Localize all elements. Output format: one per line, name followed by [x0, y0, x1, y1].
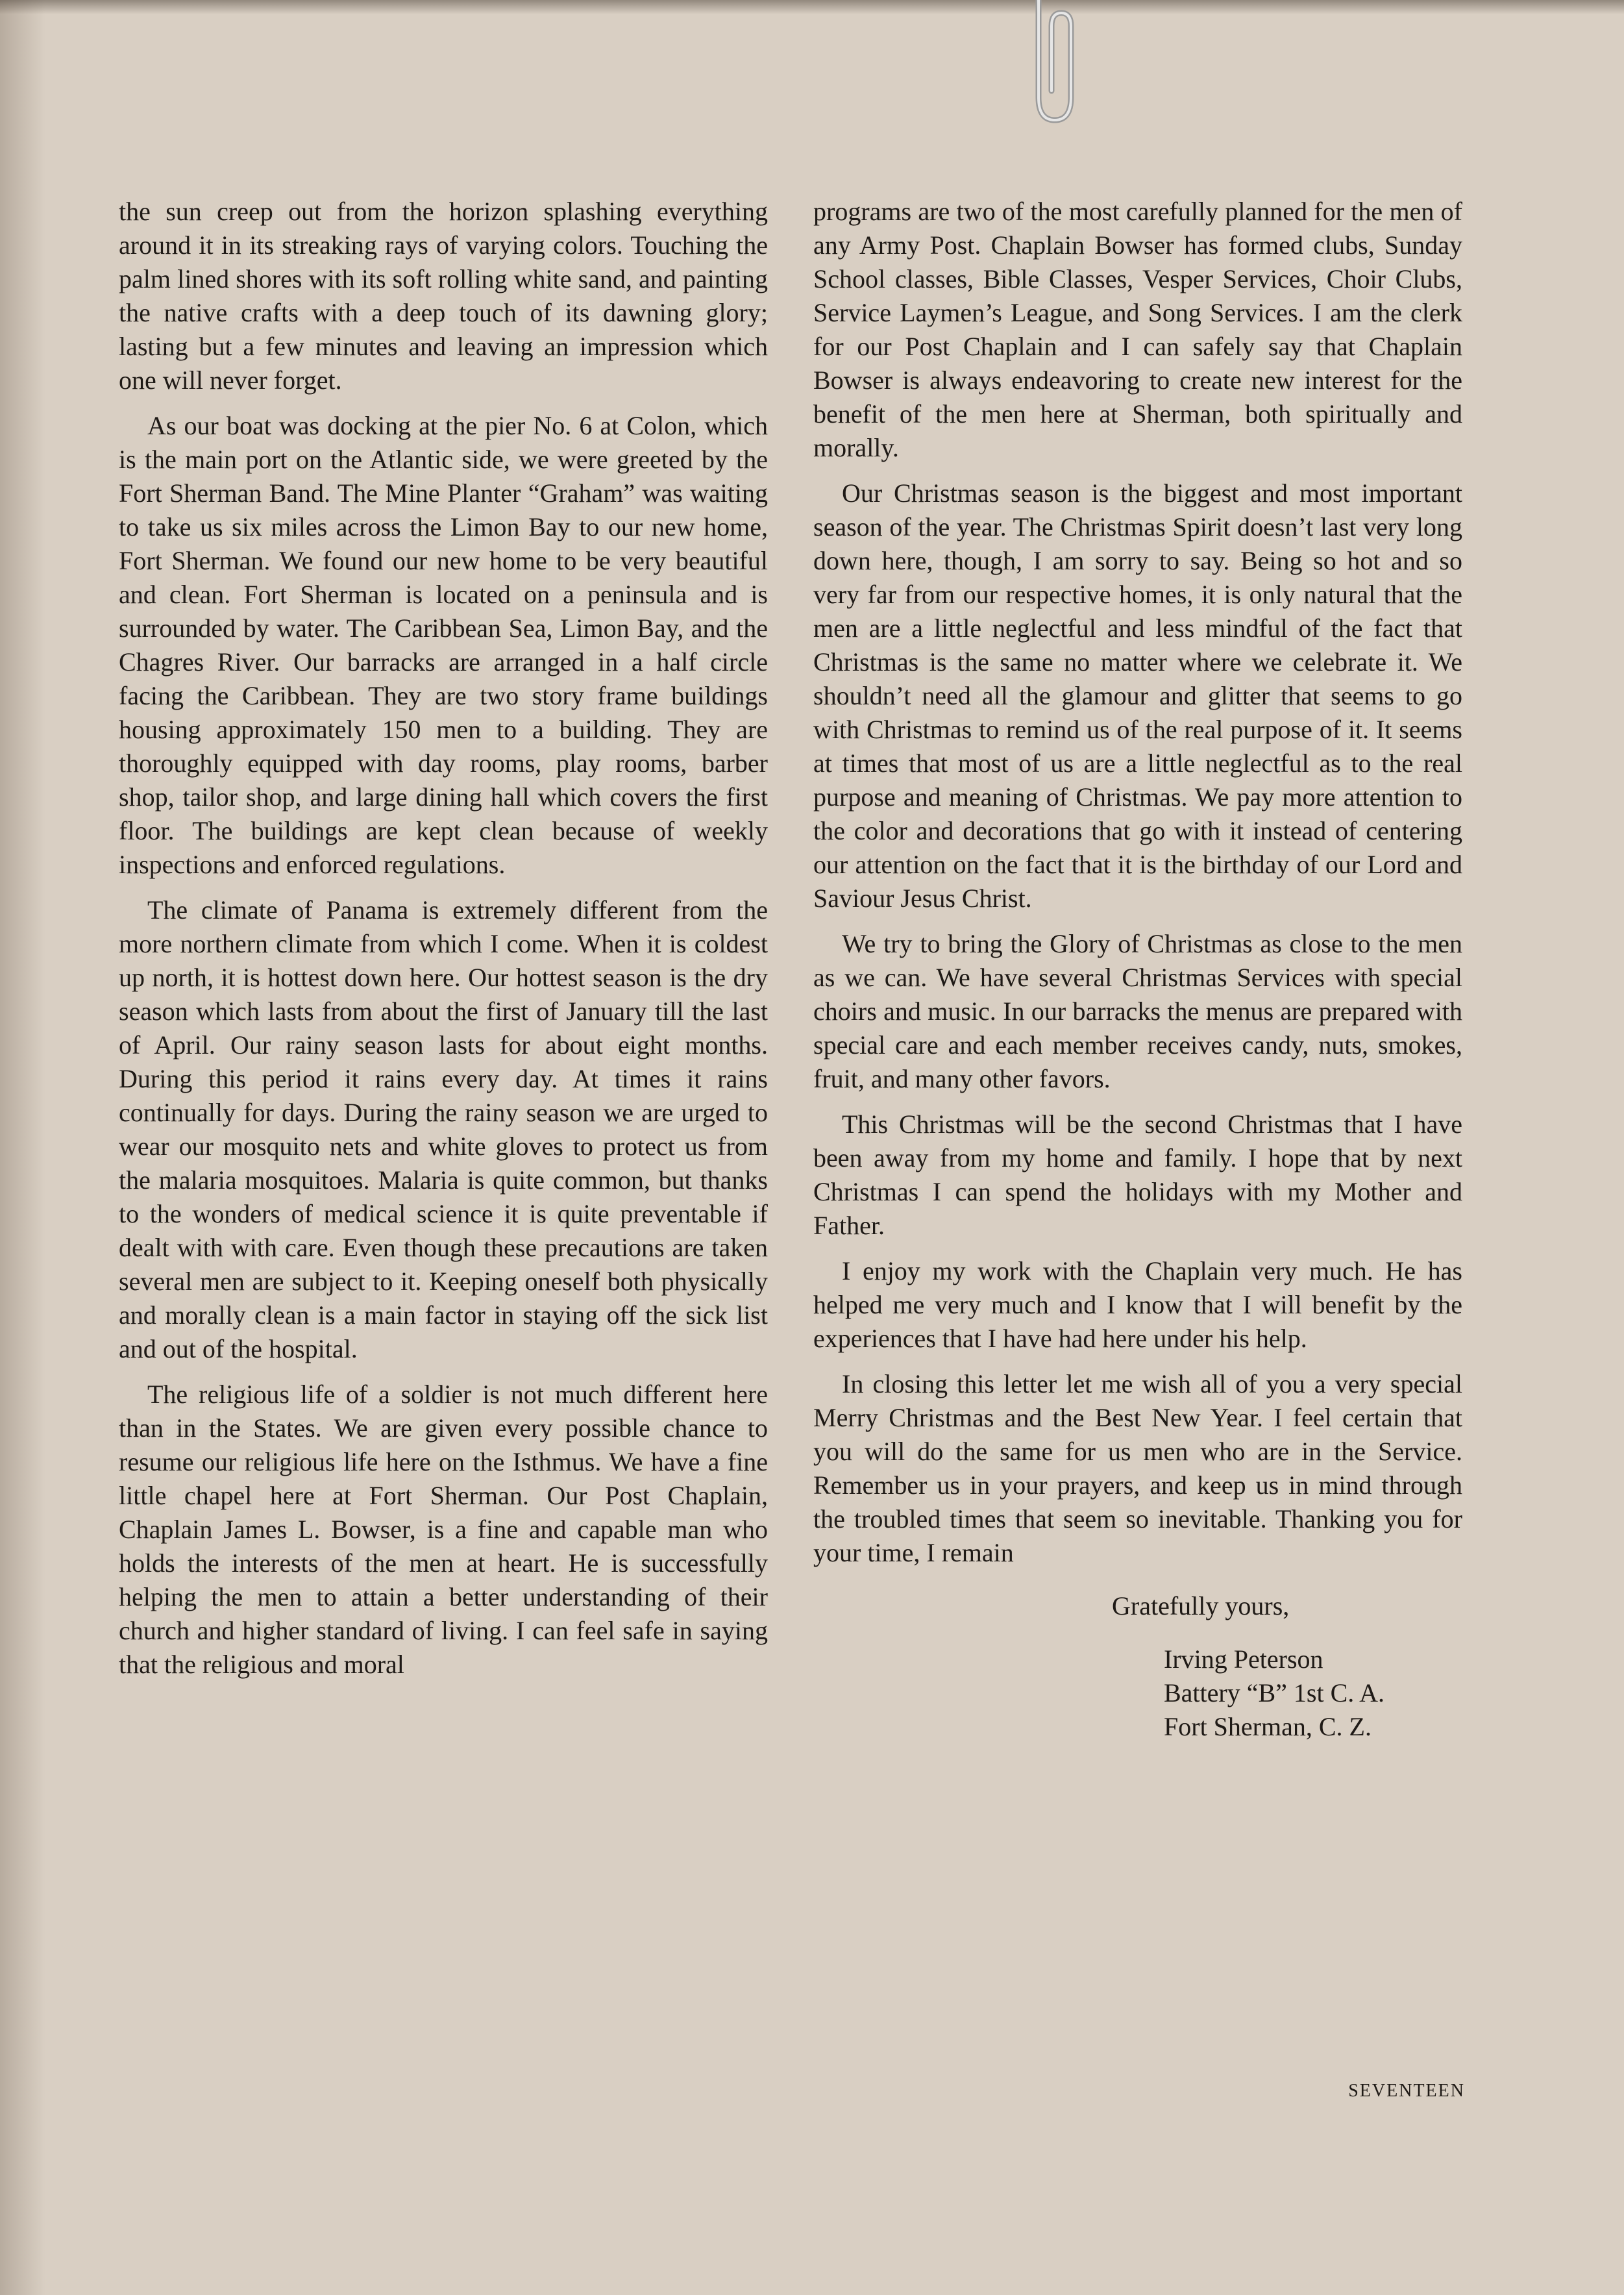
- paragraph: In closing this letter let me wish all of you a very special Merry Christmas and the Best New Year. I feel certain that you will do the same for us men who are in the Service. Remember us in your prayers, and keep us in mind through the troubled times that seem so inevitable. Thanking you for your time, I remain: [813, 1369, 1462, 1567]
- paragraph: We try to bring the Glory of Christmas as close to the men as we can. We have several Christmas Services with special choirs and music. In our barracks the menus are prepared with special care and each member receives candy, nuts, smokes, fruit, and many other favors.: [813, 929, 1462, 1093]
- right-column: [813, 195, 1462, 1744]
- closing-salutation: Gratefully yours,: [1112, 1591, 1290, 1620]
- page-edge-shadow: [0, 0, 45, 2295]
- page-number: SEVENTEEN: [1348, 2081, 1465, 2101]
- paragraph: The climate of Panama is extremely different from the more northern climate from which I come. When it is coldest up north, it is hottest down here. Our hottest season is the dry season which lasts from about the first of January till the last of April. Our rainy season lasts for about eight months. During this period it rains every day. At times it rains continually for days. During the rainy season we are urged to wear our mosquito nets and white gloves to protect us from the malaria mosquitoes. Malaria is quite common, but thanks to the wonders of medical science it is quite preventable if dealt with with care. Even though these precautions are taken several men are subject to it. Keeping oneself both physically and morally clean is a main factor in staying off the sick list and out of the hospital.: [119, 895, 768, 1363]
- paragraph: I enjoy my work with the Chaplain very much. He has helped me very much and I know that I will benefit by the experiences that I have had here under his help.: [813, 1256, 1462, 1353]
- signature-location: Fort Sherman, C. Z.: [1164, 1712, 1372, 1741]
- paragraph: the sun creep out from the horizon splashing everything around it in its streaking rays of varying colors. Touching the palm lined shores with its soft rolling white sand, and painting the native crafts with a deep touch of its dawning glory; lasting but a few minutes and leaving an impression which one will never forget.: [119, 197, 768, 395]
- paragraph: Our Christmas season is the biggest and most important season of the year. The Christmas Spirit doesn’t last very long down here, though, I am sorry to say. Being so hot and so very far from our respective homes, it is only natural that the men are a little neglectful and less mindful of the fact that Christmas is the same no matter where we celebrate it. We shouldn’t need all the glamour and glitter that seems to go with Christmas to remind us of the real purpose of it. It seems at times that most of us are a little neglectful as to the real purpose and meaning of Christmas. We pay more attention to the color and decorations that go with it instead of centering our attention on the fact that it is the birthday of our Lord and Saviour Jesus Christ.: [813, 478, 1462, 913]
- letter-closing: [813, 1589, 1462, 1744]
- signature-unit: Battery “B” 1st C. A.: [1164, 1678, 1384, 1707]
- paper-clip-icon: [1026, 0, 1084, 130]
- left-column: [119, 195, 768, 1693]
- page-top-shadow: [0, 0, 1624, 14]
- paragraph: The religious life of a soldier is not much different here than in the States. We are given every possible chance to resume our religious life here on the Isthmus. We have a fine little chapel here at Fort Sherman. Our Post Chaplain, Chaplain James L. Bowser, is a fine and capable man who holds the interests of the men at heart. He is successfully helping the men to attain a better understanding of their church and higher standard of living. I can feel safe in saying that the religious and moral: [119, 1380, 768, 1679]
- paragraph: This Christmas will be the second Christmas that I have been away from my home and family. I hope that by next Christmas I can spend the holidays with my Mother and Father.: [813, 1110, 1462, 1240]
- paragraph: As our boat was docking at the pier No. 6 at Colon, which is the main port on the Atlantic side, we were greeted by the Fort Sherman Band. The Mine Planter “Graham” was waiting to take us six miles across the Limon Bay to our new home, Fort Sherman. We found our new home to be very beautiful and clean. Fort Sherman is located on a peninsula and is surrounded by water. The Caribbean Sea, Limon Bay, and the Chagres River. Our barracks are arranged in a half circle facing the Caribbean. They are two story frame buildings housing approximately 150 men to a building. They are thoroughly equipped with day rooms, play rooms, barber shop, tailor shop, and large dining hall which covers the first floor. The buildings are kept clean because of weekly inspections and enforced regulations.: [119, 411, 768, 879]
- paragraph: programs are two of the most carefully planned for the men of any Army Post. Chaplain Bowser has formed clubs, Sunday School classes, Bible Classes, Vesper Services, Choir Clubs, Service Laymen’s League, and Song Services. I am the clerk for our Post Chaplain and I can safely say that Chaplain Bowser is always endeavoring to create new interest for the benefit of the men here at Sherman, both spiritually and morally.: [813, 197, 1462, 462]
- signature-name: Irving Peterson: [1164, 1644, 1323, 1674]
